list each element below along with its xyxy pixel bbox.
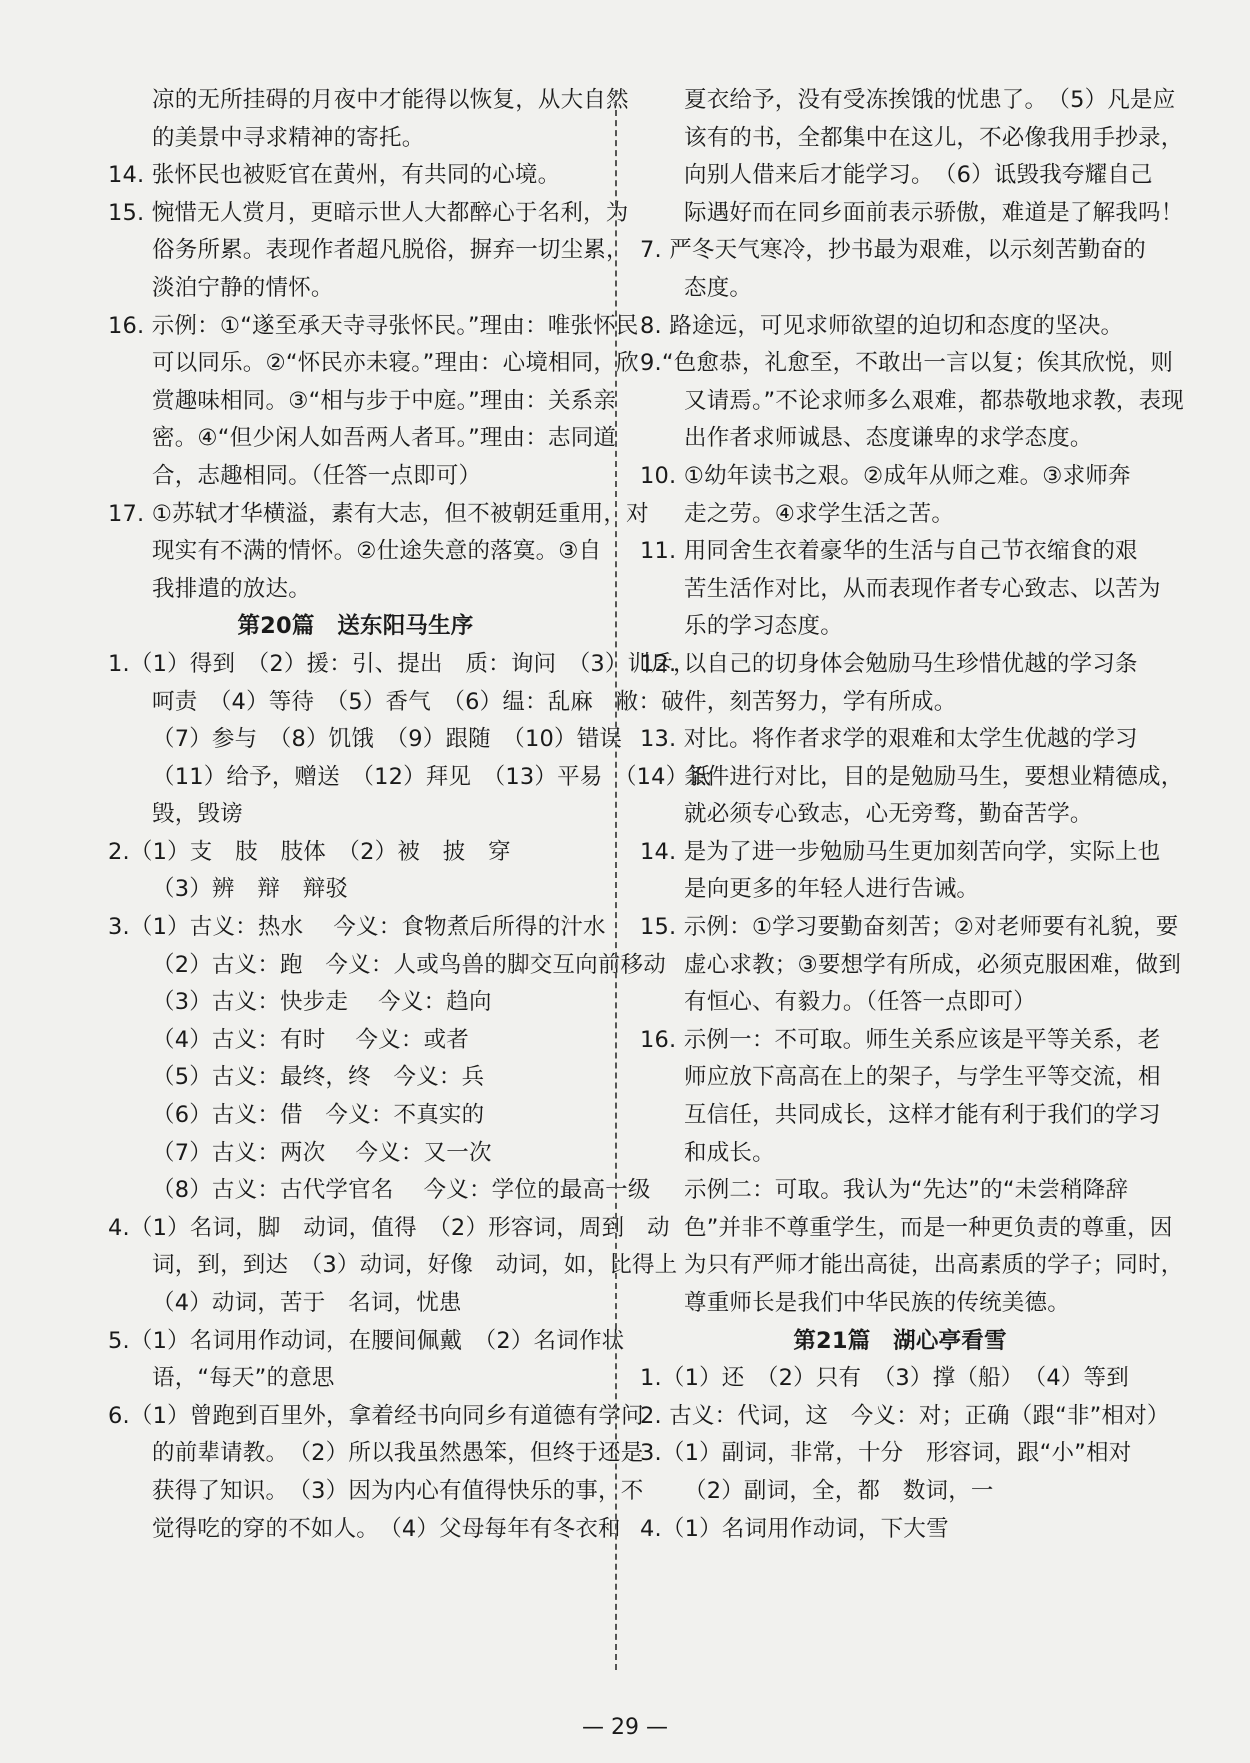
text-line: 有恒心、有毅力。（任答一点即可）	[684, 989, 1036, 1016]
text-line: 件，刻苦努力，学有所成。	[684, 688, 957, 715]
text-line: 2.（1）支 肢 肢体 （2）被 披 穿	[108, 838, 511, 865]
text-line: 觉得吃的穿的不如人。 （4）父母每年有冬衣和	[152, 1515, 621, 1542]
text-line: 1.（1）还 （2）只有 （3）撑（船） （4）等到	[640, 1365, 1129, 1392]
left-column	[108, 82, 712, 1548]
right-column	[640, 82, 1185, 1548]
text-line: 6.（1）曾跑到百里外，拿着经书向同乡有道德有学问	[108, 1402, 644, 1429]
text-line: 4.（1）名词用作动词，下大雪	[640, 1515, 949, 1542]
text-line: （6）古义：借 今义：不真实的	[152, 1102, 485, 1129]
text-line: （2）古义：跑 今义：人或鸟兽的脚交互向前移动	[152, 951, 666, 978]
text-line: 3.（1）副词，非常，十分 形容词，跟“小”相对	[640, 1440, 1132, 1467]
text-line: （4）动词，苦于 名词，忧患	[152, 1290, 462, 1316]
text-line: 5.（1）名词用作动词，在腰间佩戴 （2）名词作状	[108, 1327, 625, 1354]
text-line: 1.（1）得到 （2）援：引、提出 质：询问 （3）训斥，	[108, 650, 696, 677]
text-line: 11. 用同舍生衣着豪华的生活与自己节衣缩食的艰	[640, 538, 1138, 565]
text-line: 际遇好而在同乡面前表示骄傲，难道是了解我吗！	[684, 199, 1184, 226]
text-line: 16. 示例一：不可取。师生关系应该是平等关系，老	[640, 1026, 1161, 1053]
text-line: 4.（1）名词，脚 动词，值得 （2）形容词，周到 动	[108, 1214, 670, 1241]
text-line: （11）给予，赠送 （12）拜见 （13）平易 （14）诋	[152, 763, 712, 790]
text-line: （2）副词，全，都 数词，一	[684, 1477, 994, 1504]
text-line: 的前辈请教。 （2）所以我虽然愚笨，但终于还是	[152, 1440, 644, 1467]
text-line: 12. 以自己的切身体会勉励马生珍惜优越的学习条	[640, 650, 1138, 677]
text-line: （4）古义：有时 今义：或者	[152, 1026, 469, 1053]
text-line: （7）古义：两次 今义：又一次	[152, 1139, 492, 1166]
text-line: 师应放下高高在上的架子，与学生平等交流，相	[684, 1064, 1161, 1091]
text-line: 14. 是为了进一步勉励马生更加刻苦向学，实际上也	[640, 838, 1161, 865]
text-line: 3.（1）古义：热水 今义：食物煮后所得的汁水	[108, 914, 606, 941]
text-line: 走之劳。④求学生活之苦。	[684, 500, 955, 527]
text-line: 10. ①幼年读书之艰。②成年从师之难。③求师奔	[640, 462, 1131, 489]
text-line: 示例二：可取。我认为“先达”的“未尝稍降辞	[684, 1177, 1129, 1204]
text-line: 现实有不满的情怀。②仕途失意的落寞。③自	[152, 538, 602, 565]
text-line: 语，“每天”的意思	[152, 1365, 335, 1392]
text-line: 乐的学习态度。	[684, 613, 843, 640]
text-line: 色”并非不尊重学生，而是一种更负责的尊重，因	[684, 1214, 1173, 1241]
text-line: 14. 张怀民也被贬官在黄州，有共同的心境。	[108, 162, 561, 189]
text-line: 虚心求教；③要想学有所成，必须克服困难，做到	[684, 951, 1182, 978]
text-line: 俗务所累。表现作者超凡脱俗，摒弃一切尘累，	[152, 237, 629, 264]
text-line: 赏趣味相同。③“相与步于中庭。”理由：关系亲	[152, 387, 617, 414]
text-line: 13. 对比。将作者求学的艰难和太学生优越的学习	[640, 726, 1138, 753]
page-number: — 29 —	[582, 1715, 668, 1740]
text-line: （3）古义：快步走 今义：趋向	[152, 989, 492, 1016]
text-line: （7）参与 （8）饥饿 （9）跟随 （10）错误	[152, 726, 623, 753]
text-line: 的美景中寻求精神的寄托。	[152, 124, 425, 151]
text-line: 又请焉。”不论求师多么艰难，都恭敬地求教，表现	[684, 387, 1185, 414]
text-line: 8. 路途远，可见求师欲望的迫切和态度的坚决。	[640, 312, 1124, 339]
text-line: 获得了知识。 （3）因为内心有值得快乐的事，不	[152, 1477, 644, 1504]
text-line: 和成长。	[684, 1139, 775, 1166]
section-heading: 第21篇 湖心亭看雪	[793, 1327, 1007, 1354]
text-line: 苦生活作对比，从而表现作者专心致志、以苦为	[684, 575, 1161, 602]
section-heading: 第20篇 送东阳马生序	[237, 613, 474, 640]
text-line: 态度。	[684, 274, 753, 301]
text-line: 为只有严师才能出高徒，出高素质的学子；同时，	[684, 1252, 1184, 1279]
text-line: 互信任，共同成长，这样才能有利于我们的学习	[684, 1102, 1161, 1129]
text-line: 凉的无所挂碍的月夜中才能得以恢复，从大自然	[152, 87, 629, 113]
text-line: 该有的书，全都集中在这儿，不必像我用手抄录，	[684, 124, 1184, 151]
text-line: （5）古义：最终，终 今义：兵	[152, 1064, 485, 1091]
text-line: 呵责 （4）等待 （5）香气 （6）缊：乱麻 敝：破	[152, 688, 684, 715]
text-line: 合，志趣相同。（任答一点即可）	[152, 462, 482, 489]
text-line: 尊重师长是我们中华民族的传统美德。	[684, 1290, 1070, 1316]
text-line: 可以同乐。②“怀民亦未寝。”理由：心境相同，欣	[152, 350, 639, 377]
text-line: 淡泊宁静的情怀。	[152, 274, 334, 301]
text-line: 条件进行对比，目的是勉励马生，要想业精德成，	[684, 763, 1184, 790]
text-line: 是向更多的年轻人进行告诫。	[684, 876, 980, 903]
text-line: 15. 示例：①学习要勤奋刻苦；②对老师要有礼貌，要	[640, 914, 1179, 941]
text-line: （3）辨 辩 辩驳	[152, 876, 349, 903]
text-line: 16. 示例：①“遂至承天寺寻张怀民。”理由：唯张怀民	[108, 312, 639, 339]
text-line: 密。④“但少闲人如吾两人者耳。”理由：志同道	[152, 425, 617, 452]
column-divider	[615, 90, 617, 1670]
text-line: 向别人借来后才能学习。 （6）诋毁我夸耀自己	[684, 162, 1153, 189]
text-line: 15. 惋惜无人赏月，更暗示世人大都醉心于名利，为	[108, 199, 629, 226]
text-line: 7. 严冬天气寒冷，抄书最为艰难，以示刻苦勤奋的	[640, 237, 1146, 264]
text-line: 就必须专心致志，心无旁骛，勤奋苦学。	[684, 801, 1093, 828]
text-line: 17. ①苏轼才华横溢，素有大志，但不被朝廷重用，对	[108, 500, 649, 527]
text-line: 毁，毁谤	[152, 801, 243, 828]
text-line: （8）古义：古代学官名 今义：学位的最高一级	[152, 1177, 651, 1204]
text-line: 我排遣的放达。	[152, 575, 311, 602]
text-line: 出作者求师诚恳、态度谦卑的求学态度。	[684, 425, 1093, 452]
text-line: 词，到，到达 （3）动词，好像 动词，如，比得上	[152, 1252, 678, 1279]
text-line: 2. 古义：代词，这 今义：对；正确（跟“非”相对）	[640, 1402, 1170, 1429]
text-line: 夏衣给予，没有受冻挨饿的忧患了。 （5）凡是应	[684, 87, 1176, 113]
text-line: 9.“色愈恭，礼愈至，不敢出一言以复；俟其欣悦，则	[640, 350, 1174, 377]
